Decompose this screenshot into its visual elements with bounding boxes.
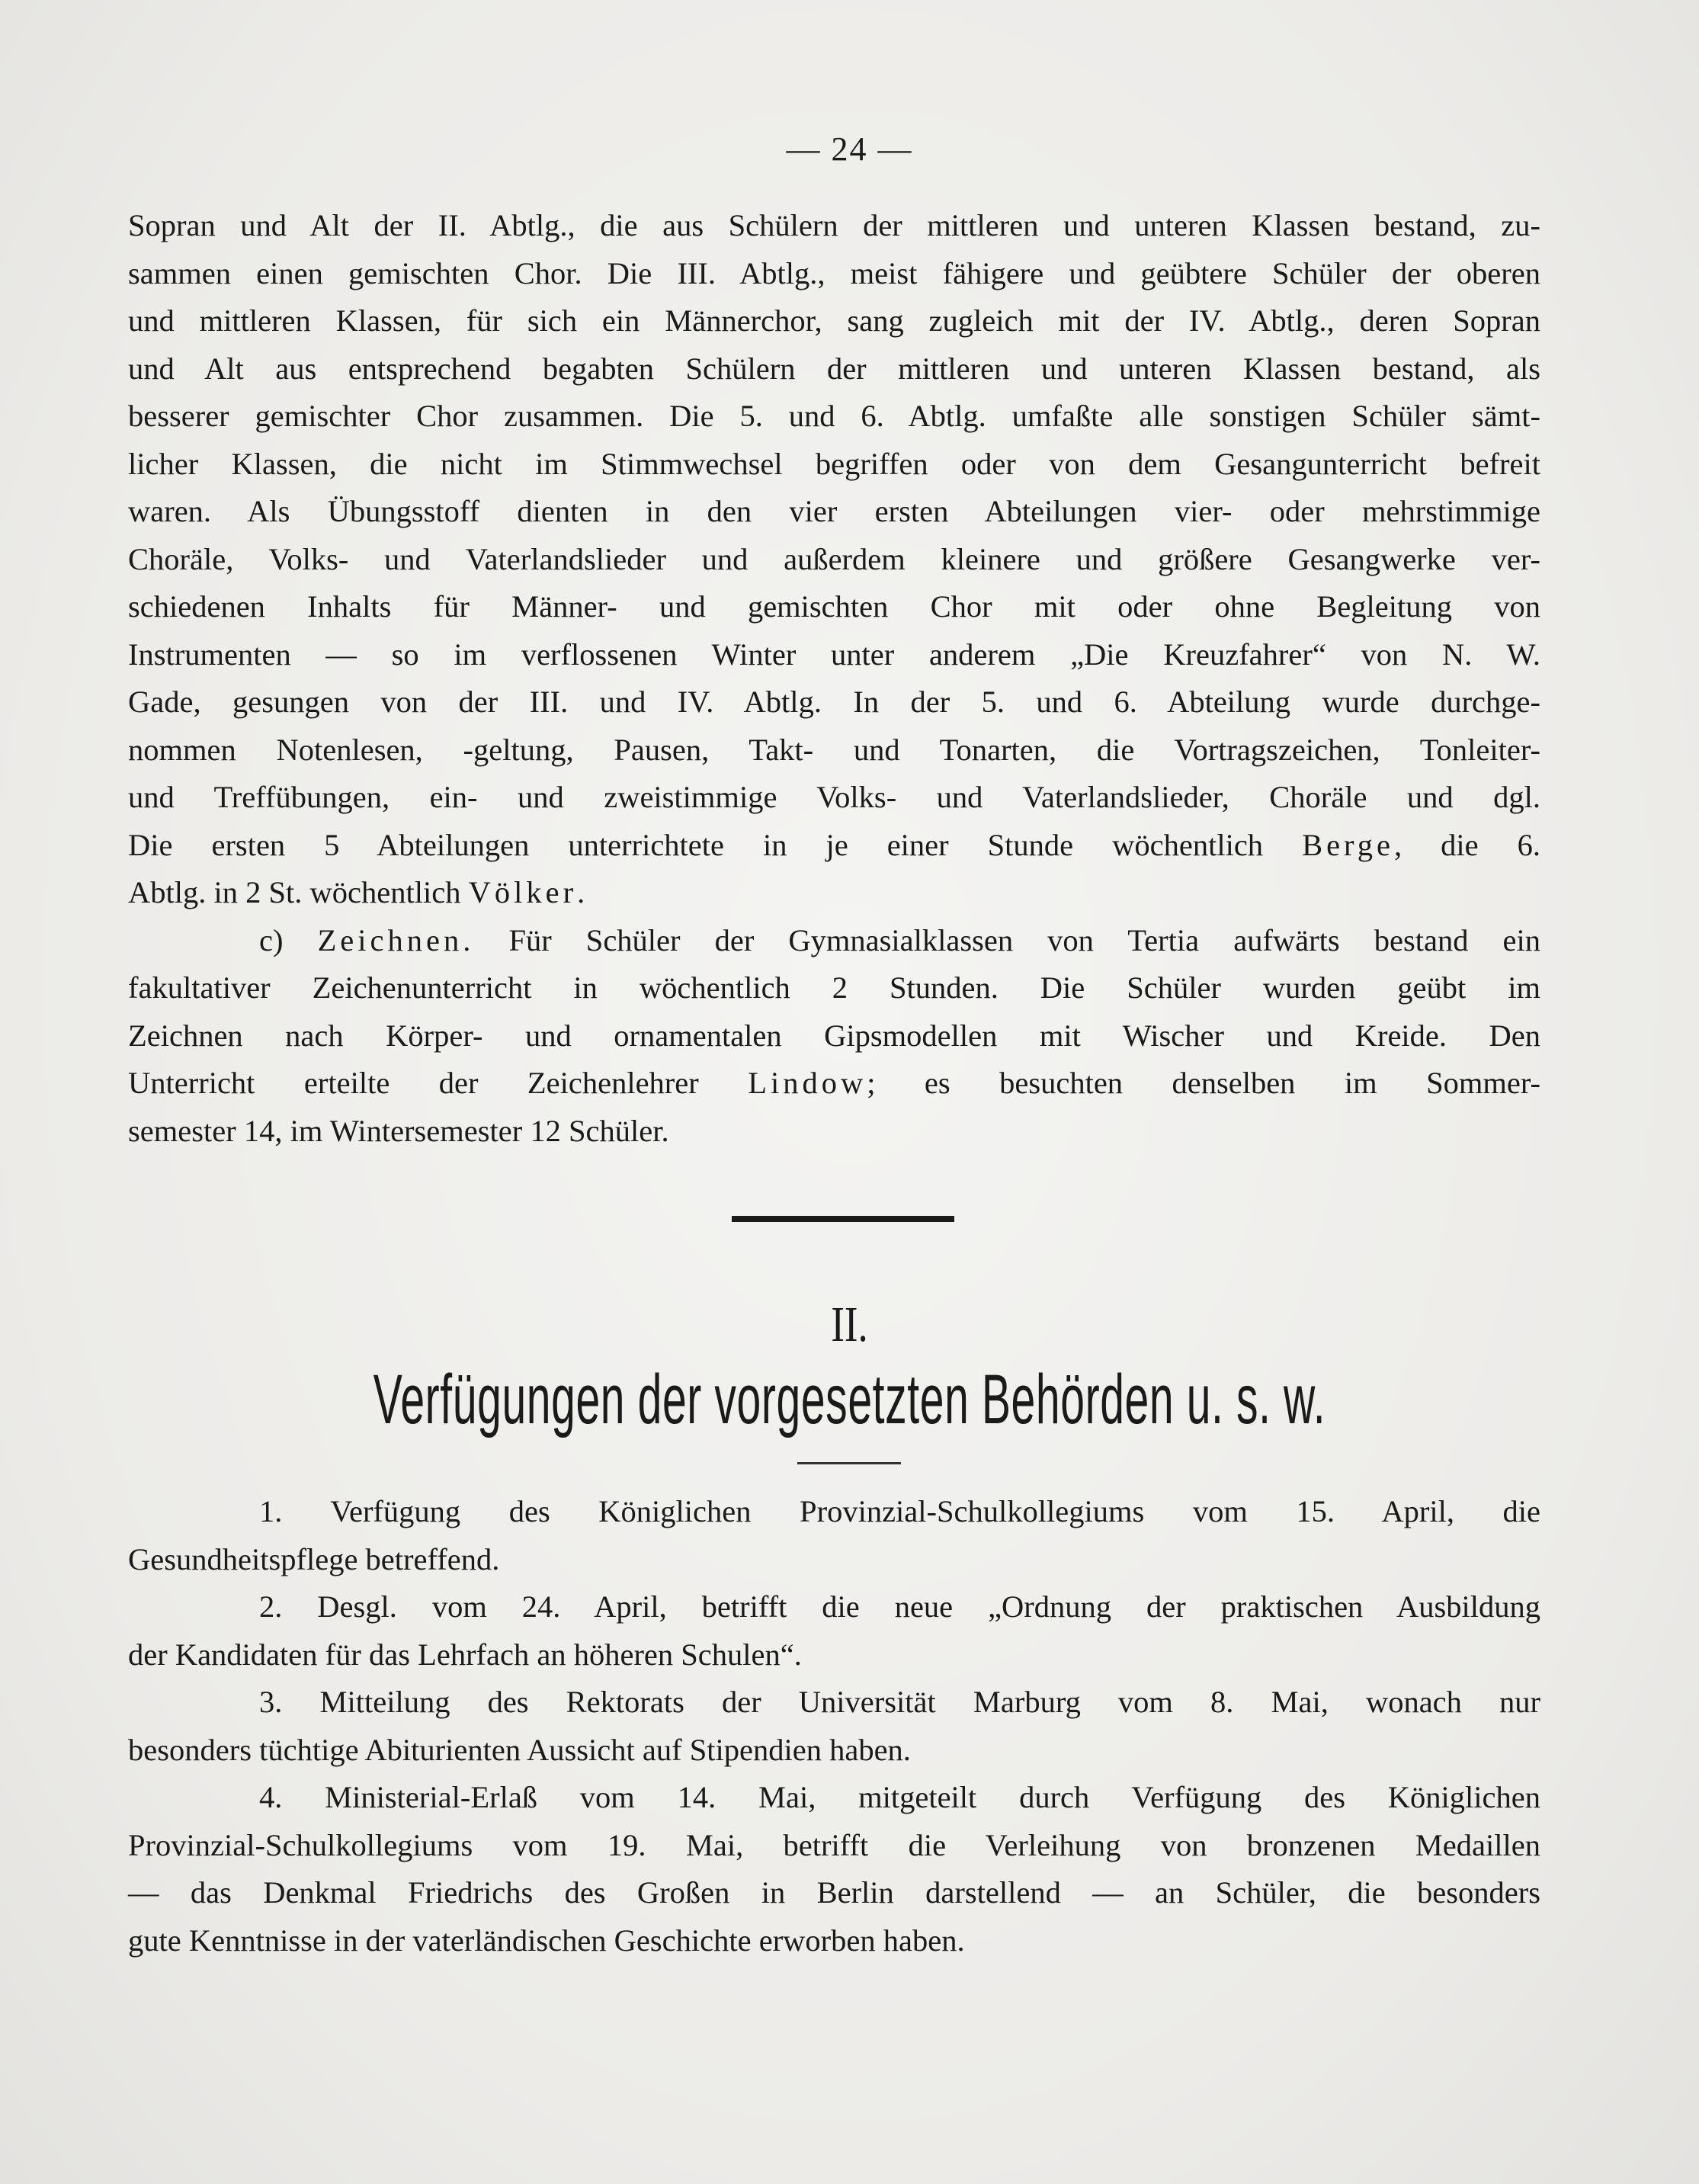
text-line: sammen einen gemischten Chor. Die III. Abtlg., meist fähigere und geübtere Schüler der oberen bbox=[128, 255, 1540, 290]
text-line: nommen Notenlesen, -geltung, Pausen, Takt- und Tonarten, die Vortragszeichen, Tonleiter- bbox=[128, 732, 1540, 767]
text-line: schiedenen Inhalts für Männer- und gemischten Chor mit oder ohne Begleitung von bbox=[128, 589, 1540, 624]
text-line bbox=[128, 1060, 1540, 1108]
text-segment: Unterricht erteilte der Zeichenlehrer bbox=[128, 1066, 699, 1100]
decree-3-line: besonders tüchtige Abiturienten Aussicht auf Stipendien haben. bbox=[128, 1732, 911, 1767]
drawing-heading-line bbox=[128, 917, 1540, 965]
decree-1-line: 1. Verfügung des Königlichen Provinzial-Schulkollegiums vom 15. April, die bbox=[259, 1494, 1540, 1528]
teacher-name-berge: Berge bbox=[1302, 827, 1395, 862]
decree-2-line: 2. Desgl. vom 24. April, betrifft die neue „Ordnung der praktischen Ausbildung bbox=[259, 1589, 1540, 1624]
text-line: Zeichnen nach Körper- und ornamentalen Gipsmodellen mit Wischer und Kreide. Den bbox=[128, 1018, 1540, 1053]
text-line: licher Klassen, die nicht im Stimmwechsel begriffen oder von dem Gesangunterricht befreit bbox=[128, 446, 1540, 481]
text-line: Sopran und Alt der II. Abtlg., die aus Schülern der mittleren und unteren Klassen bestand, zu- bbox=[128, 208, 1540, 242]
drawing-title: Zeichnen. bbox=[317, 922, 475, 957]
text-segment: Abtlg. in 2 St. wöchentlich bbox=[128, 875, 461, 909]
text-line: und Alt aus entsprechend begabten Schülern der mittleren und unteren Klassen bestand, als bbox=[128, 351, 1540, 386]
teacher-name-lindow: Lindow bbox=[748, 1066, 867, 1100]
text-line: und Treffübungen, ein- und zweistimmige Volks- und Vaterlandslieder, Choräle und dgl. bbox=[128, 780, 1540, 814]
text-line: besserer gemischter Chor zusammen. Die 5. und 6. Abtlg. umfaßte alle sonstigen Schüler sämt- bbox=[128, 399, 1540, 433]
text-line: Gade, gesungen von der III. und IV. Abtlg. In der 5. und 6. Abteilung wurde durchge- bbox=[128, 685, 1540, 719]
decree-1-line: Gesundheitspflege betreffend. bbox=[128, 1541, 500, 1576]
text-segment: Die ersten 5 Abteilungen unterrichtete in je einer Stunde wöchentlich bbox=[128, 827, 1264, 862]
section-divider bbox=[732, 1216, 954, 1222]
section-title: Verfügungen der vorgesetzten Behörden u. s. w. bbox=[373, 1361, 1326, 1438]
decree-4-line: — das Denkmal Friedrichs des Großen in Berlin darstellend — an Schüler, die besonders bbox=[128, 1875, 1540, 1910]
text-line bbox=[128, 822, 1540, 870]
music-lesson-paragraph bbox=[128, 202, 1540, 1155]
section-numeral: II. bbox=[831, 1297, 868, 1352]
text-segment: , die 6. bbox=[1394, 827, 1541, 862]
text-line: semester 14, im Wintersemester 12 Schüler. bbox=[128, 1113, 669, 1148]
page-number: — 24 — bbox=[786, 130, 913, 168]
text-line: Choräle, Volks- und Vaterlandslieder und außerdem kleinere und größere Gesangwerke ver- bbox=[128, 541, 1540, 576]
decrees-list bbox=[128, 1488, 1540, 1964]
text-line: und mittleren Klassen, für sich ein Männerchor, sang zugleich mit der IV. Abtlg., deren Sopran bbox=[128, 303, 1540, 338]
text-line bbox=[128, 869, 1540, 917]
text-line: fakultativer Zeichenunterricht in wöchentlich 2 Stunden. Die Schüler wurden geübt im bbox=[128, 970, 1540, 1005]
decree-4-line: gute Kenntnisse in der vaterländischen Geschichte erworben haben. bbox=[128, 1923, 965, 1958]
drawing-label: c) bbox=[259, 922, 284, 957]
text-segment: ; es besuchten denselben im Sommer- bbox=[867, 1066, 1541, 1100]
decree-4-line: Provinzial-Schulkollegiums vom 19. Mai, betrifft die Verleihung von bronzenen Medaillen bbox=[128, 1827, 1540, 1862]
decree-4-line: 4. Ministerial-Erlaß vom 14. Mai, mitgeteilt durch Verfügung des Königlichen bbox=[259, 1780, 1540, 1814]
title-underline bbox=[797, 1462, 901, 1464]
text-segment: . bbox=[577, 875, 585, 909]
text-line: waren. Als Übungsstoff dienten in den vier ersten Abteilungen vier- oder mehrstimmige bbox=[128, 494, 1540, 528]
decree-3-line: 3. Mitteilung des Rektorats der Universität Marburg vom 8. Mai, wonach nur bbox=[259, 1685, 1540, 1719]
teacher-name-voelker: Völker bbox=[468, 875, 578, 909]
text-line: Instrumenten — so im verflossenen Winter unter anderem „Die Kreuzfahrer“ von N. W. bbox=[128, 637, 1540, 672]
decree-2-line: der Kandidaten für das Lehrfach an höheren Schulen“. bbox=[128, 1637, 802, 1672]
text-segment: Für Schüler der Gymnasialklassen von Tertia aufwärts bestand ein bbox=[508, 922, 1541, 957]
